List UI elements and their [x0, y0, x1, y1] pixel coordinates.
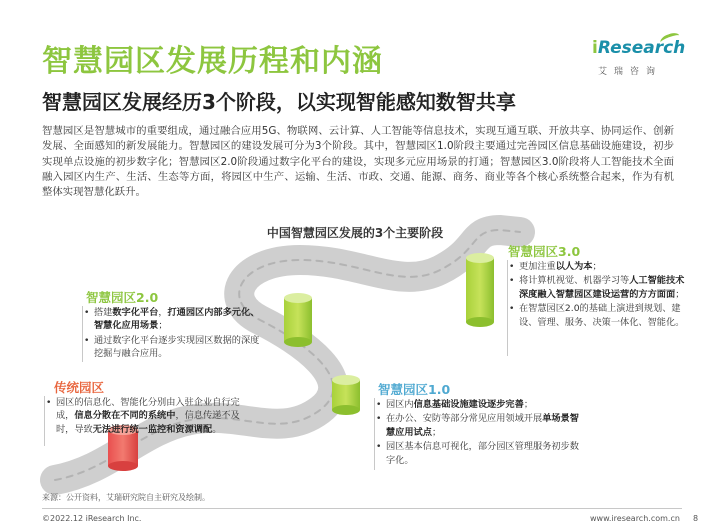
stage-v3-bullet: • 将计算机视觉、机器学习等人工智能技术深度融入智慧园区建设运营的方方面面；	[509, 275, 685, 300]
stage-traditional-bullet: • 园区的信息化、智能化分别由入驻企业自行完成，信息分散在不同的系统中，信息传递不及时，导致无法进行统一监控和资源调配。	[46, 397, 240, 435]
bullet-dot-icon: •	[46, 397, 52, 408]
stage-v2-bullets	[84, 306, 260, 362]
bullet-dot-icon: •	[84, 307, 90, 318]
logo-subtext: 艾瑞咨询	[598, 67, 663, 77]
bullet-dot-icon: •	[509, 303, 515, 315]
cylinder-v1	[332, 375, 360, 415]
stage-v3-name: 智慧园区3.0	[508, 244, 581, 259]
stage-traditional-bullets	[46, 396, 256, 437]
bullet-dot-icon: •	[376, 399, 382, 410]
page-number: 8	[693, 514, 699, 523]
stage-v2-divider	[82, 306, 83, 362]
bullet-dot-icon: •	[84, 334, 90, 346]
stage-v1-name: 智慧园区1.0	[378, 382, 451, 397]
page-subtitle: 智慧园区发展经历3个阶段，以实现智能感知数智共享	[42, 90, 516, 114]
intro-paragraph: 智慧园区是智慧城市的重要组成，通过融合应用5G、物联网、云计算、人工智能等信息技术，实现互通互联、开放共享、协同运作、创新发展、全面感知的新发展能力。智慧园区的建设发展可分为3个阶段。其中，智慧园区1.0阶段主要通过完善园区信息基础设施建设，初步实现单点设施的初步数字化；智慧园区2.0阶段通过数字化平台的建设，实现多元应用场景的打通；智慧园区3.0阶段将人工智能技术全面融入园区内生产、生活、生态等方面，将园区中生产、运输、生活、市政、交通、能源、商务、商业等各个核心系统整合起来，作为有机整体实现智慧化跃升。	[42, 125, 674, 199]
stage-v3-divider	[507, 260, 508, 356]
bullet-dot-icon: •	[376, 441, 382, 453]
diagram-title: 中国智慧园区发展的3个主要阶段	[266, 226, 444, 240]
source-note: 来源：公开资料，艾瑞研究院自主研究及绘制。	[42, 493, 210, 502]
stage-v3-bullet: • 更加注重以人为本；	[509, 261, 602, 272]
stage-v3-bullets	[509, 260, 689, 330]
stage-traditional-name: 传统园区	[54, 380, 105, 395]
stage-v2-bullet: • 搭建数字化平台，打通园区内部多元化、智慧化应用场景；	[84, 307, 260, 332]
stage-v1-divider	[374, 398, 375, 470]
bullet-dot-icon: •	[376, 413, 382, 425]
footer-divider	[42, 508, 682, 509]
stage-v1-bullet: • 园区基本信息可视化，部分园区管理服务初步数字化。	[376, 441, 579, 466]
stage-v3-bullet: • 在智慧园区2.0的基础上演进到规划、建设、管理、服务、决策一体化、智能化。	[509, 303, 685, 328]
page-title: 智慧园区发展历程和内涵	[42, 44, 383, 79]
stage-v1-bullets	[376, 398, 586, 468]
stage-v1-bullet: • 在办公、安防等部分常见应用领域开展单场景智慧应用试点；	[376, 413, 579, 438]
bullet-dot-icon: •	[509, 275, 515, 287]
bullet-dot-icon: •	[509, 261, 515, 272]
stage-v2-bullet: • 通过数字化平台逐步实现园区数据的深度挖掘与融合应用。	[84, 334, 260, 360]
stage-v1-bullet: • 园区内信息基础设施建设逐步完善；	[376, 399, 533, 410]
copyright: ©2022.12 iResearch Inc.	[42, 514, 142, 523]
stage-traditional-divider	[44, 396, 45, 446]
website-link[interactable]: www.iresearch.com.cn	[590, 514, 680, 523]
cylinder-v3	[466, 253, 494, 327]
stage-v2-name: 智慧园区2.0	[86, 290, 159, 305]
logo-brand: iResearch	[592, 38, 686, 58]
cylinder-v2	[284, 293, 312, 347]
